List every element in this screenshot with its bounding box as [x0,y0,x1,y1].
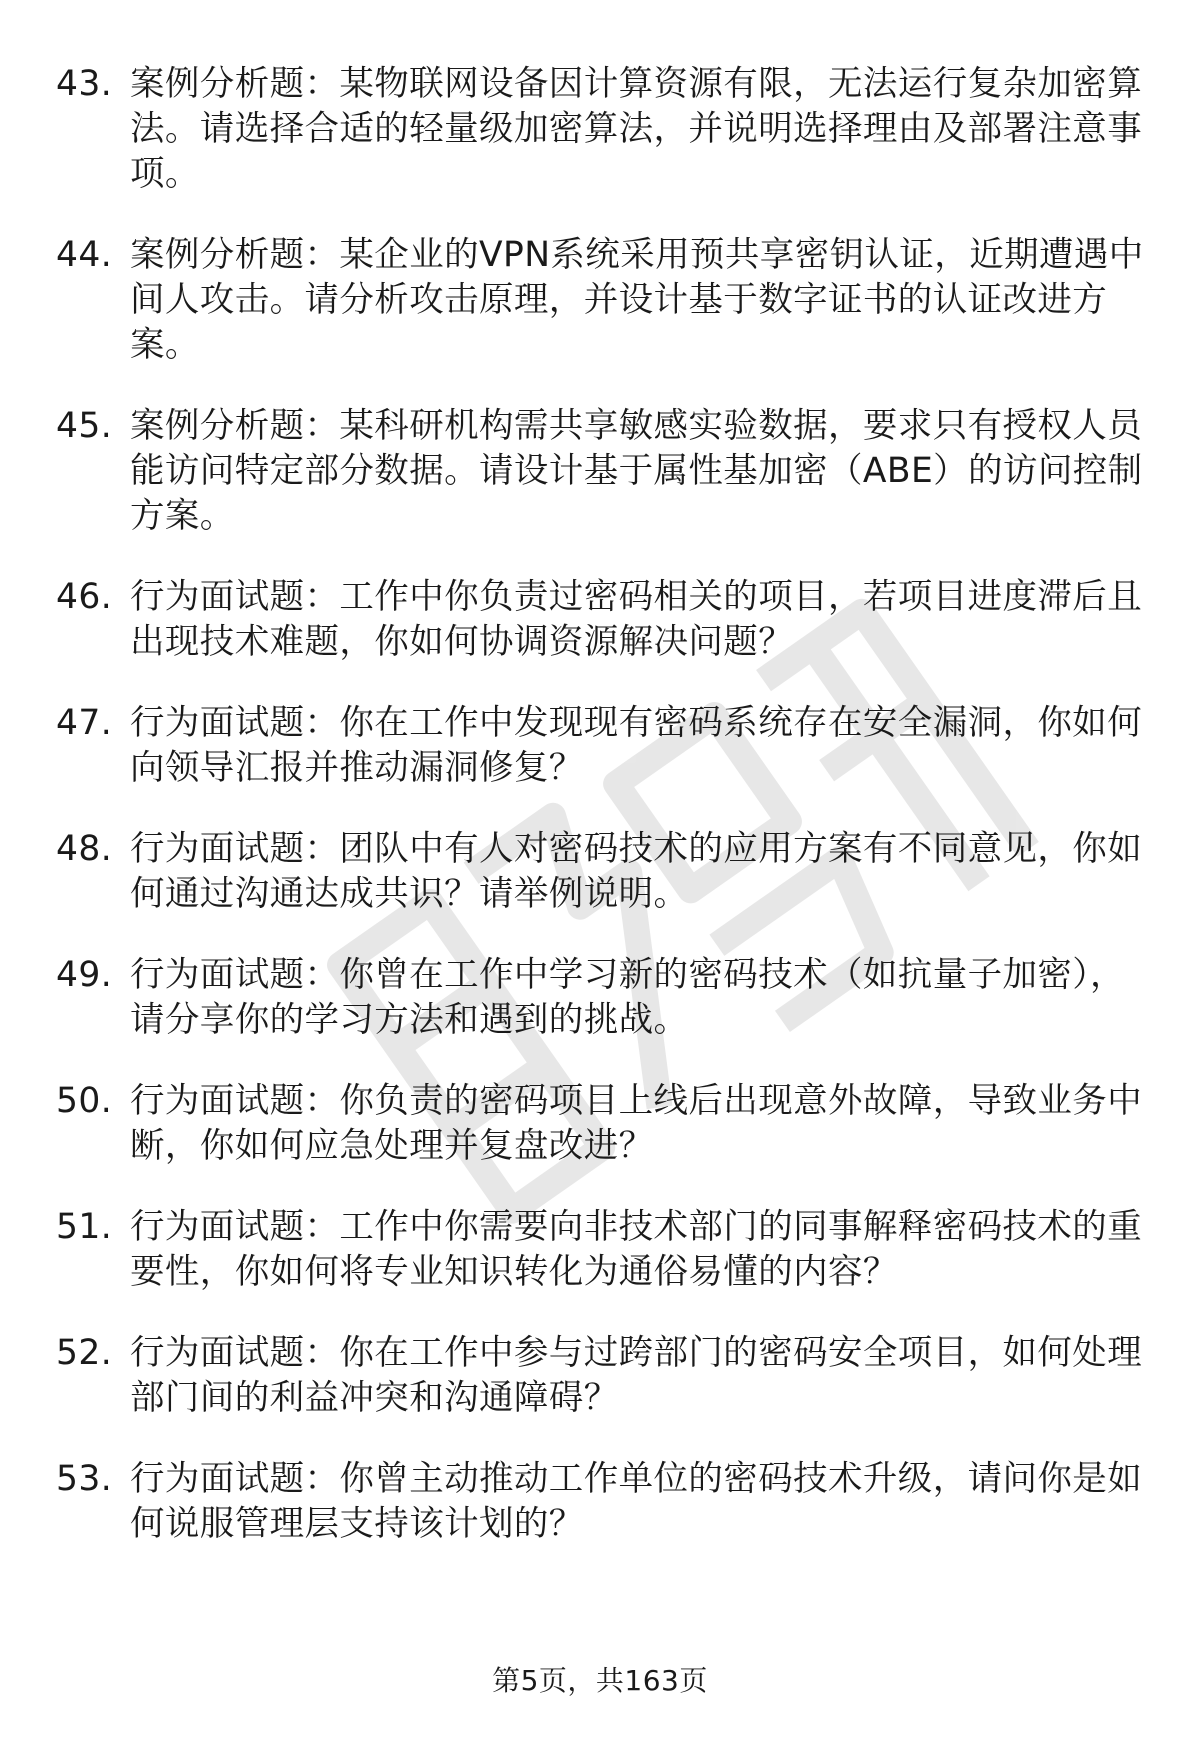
question-item [56,1331,1146,1421]
question-text: 行为面试题：工作中你需要向非技术部门的同事解释密码技术的重要性，你如何将专业知识转化为通俗易懂的内容？ [130,1207,1143,1292]
question-text: 行为面试题：你曾在工作中学习新的密码技术（如抗量子加密），请分享你的学习方法和遇到的挑战。 [130,955,1125,1040]
question-number: 48. [56,829,113,869]
question-text: 行为面试题：你负责的密码项目上线后出现意外故障，导致业务中断，你如何应急处理并复盘改进？ [130,1081,1143,1166]
question-number: 44. [56,235,113,275]
question-number: 50. [56,1081,113,1121]
question-item [56,1205,1146,1295]
page-footer [0,1663,1200,1699]
question-text: 案例分析题：某科研机构需共享敏感实验数据，要求只有授权人员能访问特定部分数据。请设计基于属性基加密（ABE）的访问控制方案。 [130,406,1143,536]
question-item [56,827,1146,917]
question-text: 行为面试题：你曾主动推动工作单位的密码技术升级，请问你是如何说服管理层支持该计划的？ [130,1459,1143,1544]
question-number: 46. [56,577,113,617]
question-text: 案例分析题：某物联网设备因计算资源有限，无法运行复杂加密算法。请选择合适的轻量级加密算法，并说明选择理由及部署注意事项。 [130,64,1143,194]
question-text: 行为面试题：你在工作中参与过跨部门的密码安全项目，如何处理部门间的利益冲突和沟通障碍？ [130,1333,1143,1418]
question-item [56,701,1146,791]
question-item [56,1457,1146,1547]
question-item [56,953,1146,1043]
page-number-label: 第5页，共163页 [492,1664,708,1697]
question-item [56,404,1146,539]
question-text: 案例分析题：某企业的VPN系统采用预共享密钥认证，近期遭遇中间人攻击。请分析攻击原理，并设计基于数字证书的认证改进方案。 [130,235,1144,365]
question-number: 49. [56,955,113,995]
question-list [56,62,1146,1583]
question-number: 43. [56,64,113,104]
question-item [56,575,1146,665]
question-number: 52. [56,1333,113,1373]
question-number: 53. [56,1459,113,1499]
question-text: 行为面试题：工作中你负责过密码相关的项目，若项目进度滞后且出现技术难题，你如何协调资源解决问题？ [130,577,1143,662]
question-number: 45. [56,406,113,446]
question-text: 行为面试题：团队中有人对密码技术的应用方案有不同意见，你如何通过沟通达成共识？请举例说明。 [130,829,1143,914]
question-number: 47. [56,703,113,743]
question-text: 行为面试题：你在工作中发现现有密码系统存在安全漏洞，你如何向领导汇报并推动漏洞修复？ [130,703,1143,788]
question-item [56,233,1146,368]
question-number: 51. [56,1207,113,1247]
question-item [56,1079,1146,1169]
question-item [56,62,1146,197]
